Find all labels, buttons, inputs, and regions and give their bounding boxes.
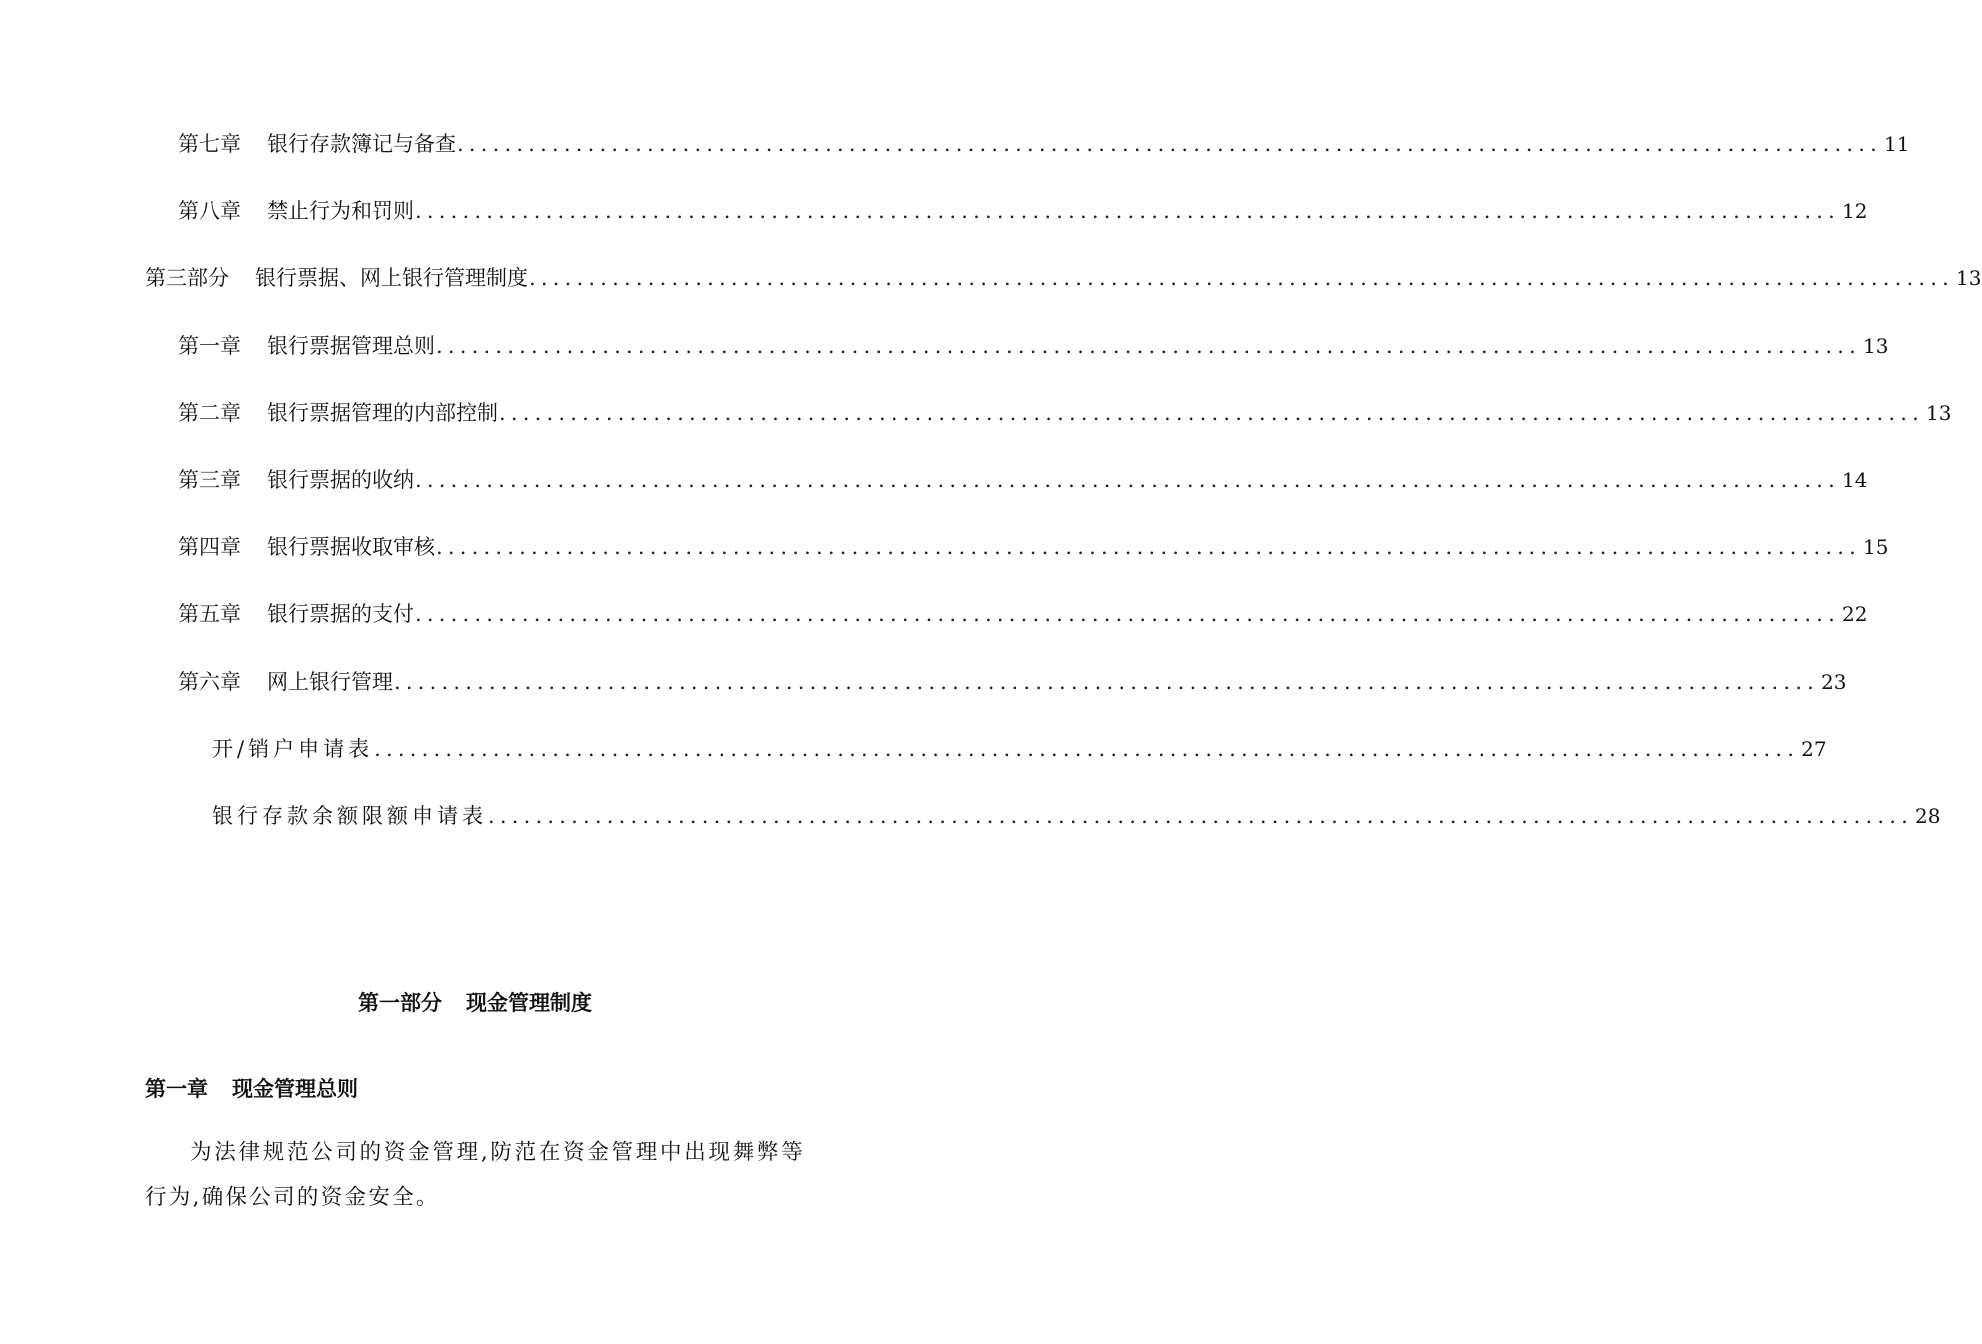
toc-entry-title: 银行票据的支付 <box>267 602 414 627</box>
toc-entry-number: 第八章 <box>178 199 241 224</box>
toc-entry-number: 第三部分 <box>145 266 229 291</box>
part-heading-number: 第一部分 <box>358 991 442 1015</box>
toc-entry-page: 15 <box>1863 535 1889 560</box>
chapter-heading <box>145 1071 358 1107</box>
toc-entry-title: 银行票据管理的内部控制 <box>267 400 498 425</box>
toc-entry-title: 银行票据、网上银行管理制度 <box>255 266 528 291</box>
toc-entry-number: 第五章 <box>178 602 241 627</box>
body-paragraph: 为法律规范公司的资金管理,防范在资金管理中出现舞弊等行为,确保公司的资金安全。 <box>145 1140 805 1210</box>
toc-entry[interactable] <box>145 260 1982 296</box>
toc-entry-page: 13 <box>1863 333 1889 358</box>
toc-entry[interactable] <box>178 529 1889 565</box>
toc-entry[interactable] <box>178 193 1868 229</box>
toc-entry[interactable] <box>178 596 1868 632</box>
toc-entry-title: 银行票据收取审核 <box>267 535 435 560</box>
toc-entry-page: 22 <box>1842 602 1868 627</box>
toc-leader-dots: ........................................................................................................................ <box>374 736 1800 761</box>
toc-entry-number: 第六章 <box>178 669 241 694</box>
toc-entry-page: 13 <box>1926 400 1952 425</box>
toc-entry[interactable] <box>178 664 1847 700</box>
toc-entry-title: 银行票据管理总则 <box>267 333 435 358</box>
toc-entry-title: 银行存款余额限额申请表 <box>212 804 487 828</box>
toc-entry-page: 13 <box>1956 266 1982 291</box>
toc-entry-title: 银行票据的收纳 <box>267 468 414 492</box>
toc-leader-dots: ........................................................................................................................ <box>415 199 1841 224</box>
toc-entry[interactable] <box>178 395 1952 431</box>
toc-entry-title: 禁止行为和罚则 <box>267 199 414 224</box>
toc-entry-number: 第三章 <box>178 468 241 492</box>
toc-entry-page: 27 <box>1801 736 1827 761</box>
toc-entry-page: 28 <box>1915 804 1941 828</box>
toc-leader-dots: ........................................................................................................................ <box>488 804 1914 828</box>
toc-entry-page: 14 <box>1842 468 1868 492</box>
part-heading-title: 现金管理制度 <box>466 991 592 1015</box>
toc-entry[interactable] <box>212 731 1827 767</box>
toc-entry-number: 第一章 <box>178 333 241 358</box>
toc-entry-title: 银行存款簿记与备查 <box>267 132 456 156</box>
toc-leader-dots: ........................................................................................................................ <box>529 266 1955 291</box>
toc-entry[interactable] <box>212 798 1941 834</box>
toc-leader-dots: ........................................................................................................................ <box>436 535 1862 560</box>
toc-entry-page: 11 <box>1884 132 1910 156</box>
toc-entry-number: 第七章 <box>178 132 241 156</box>
toc-entry[interactable] <box>178 462 1868 498</box>
chapter-heading-number: 第一章 <box>145 1077 208 1101</box>
chapter-heading-title: 现金管理总则 <box>232 1077 358 1101</box>
toc-leader-dots: ........................................................................................................................ <box>499 400 1925 425</box>
part-heading <box>0 985 950 1021</box>
toc-leader-dots: ........................................................................................................................ <box>457 132 1883 156</box>
toc-leader-dots: ........................................................................................................................ <box>394 669 1820 694</box>
toc-entry-page: 23 <box>1821 669 1847 694</box>
toc-leader-dots: ........................................................................................................................ <box>415 468 1841 492</box>
toc-entry[interactable] <box>178 126 1910 162</box>
toc-entry-title: 开/销户申请表 <box>212 736 374 761</box>
toc-entry-number: 第二章 <box>178 400 241 425</box>
toc-entry-number: 第四章 <box>178 535 241 560</box>
toc-entry-title: 网上银行管理 <box>267 669 393 694</box>
toc-entry-page: 12 <box>1842 199 1868 224</box>
toc-leader-dots: ........................................................................................................................ <box>415 602 1841 627</box>
toc-leader-dots: ........................................................................................................................ <box>436 333 1862 358</box>
toc-entry[interactable] <box>178 328 1889 364</box>
